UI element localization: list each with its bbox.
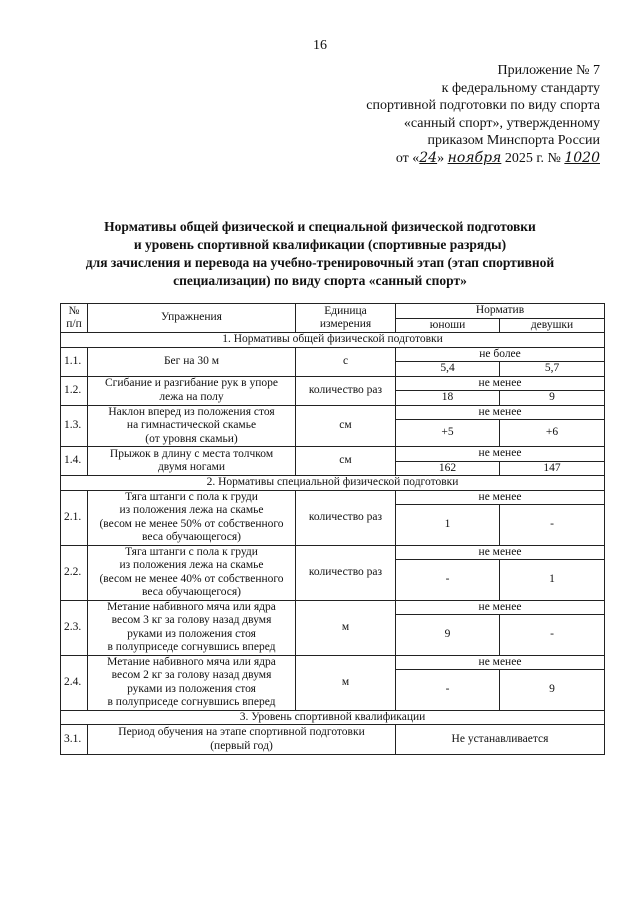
exercise-line: Тяга штанги с пола к груди [125,545,258,558]
exercise-line: руками из положения стоя [127,627,256,640]
value-boys: - [396,670,500,711]
exercise-line: весом 2 кг за голову назад двумя [111,669,272,681]
row-unit: количество раз [296,376,396,405]
exercise-line: руками из положения стоя [127,682,256,695]
appendix-date-line [300,150,600,168]
appendix-line: Приложение № 7 [497,63,600,78]
row-exercise: Бег на 30 м [88,347,296,376]
table-header-row [61,304,605,319]
header-num: № п/п [61,304,88,333]
section-row [61,710,605,725]
value-girls: 1 [500,560,605,601]
appendix-line: приказом Минспорта России [427,133,600,148]
row-unit: количество раз [296,490,396,545]
exercise-line: веса обучающегося) [141,586,242,598]
page-number: 16 [313,38,327,53]
exercise-line: Прыжок в длину с места толчком [109,447,274,460]
value-girls: 9 [500,391,605,406]
row-value: Не устанавливается [396,725,605,755]
norms-table [60,303,605,755]
row-unit: количество раз [296,545,396,600]
value-girls: 147 [500,461,605,476]
row-num: 2.3. [61,600,88,655]
row-unit: см [296,447,396,476]
table-row [61,600,605,615]
value-girls: - [500,505,605,546]
exercise-line: из положения лежа на скамье [119,559,264,571]
section-title: 3. Уровень спортивной квалификации [61,710,605,725]
table-row [61,545,605,560]
row-condition: не менее [396,405,605,420]
row-unit: м [296,655,396,710]
title-line: и уровень спортивной квалификации (спортивные разряды) [133,237,507,252]
appendix-line: «санный спорт», утвержденному [403,115,600,131]
exercise-line: Сгибание и разгибание рук в упоре [105,377,278,389]
value-boys: 1 [396,505,500,546]
header-exercise: Упражнения [88,304,296,333]
row-num: 1.4. [61,447,88,476]
value-boys: +5 [396,420,500,447]
exercise-line: лежа на полу [159,390,224,403]
row-num: 1.3. [61,405,88,447]
row-unit: с [296,347,396,376]
header-girls: девушки [500,318,605,333]
exercise-line: Тяга штанги с пола к груди [125,490,258,503]
row-unit: м [296,600,396,655]
row-exercise [88,545,296,600]
date-sep: » [437,150,445,166]
header-norm: Норматив [396,304,605,319]
value-boys: 5,4 [396,362,500,377]
table-row [61,725,605,755]
exercise-line: Период обучения на этапе спортивной подготовки [118,726,365,738]
exercise-line: (весом не менее 50% от собственного [99,517,284,530]
appendix-line: спортивной подготовки по виду спорта [366,98,600,113]
row-num: 2.2. [61,545,88,600]
row-condition: не менее [396,376,605,391]
exercise-line: на гимнастической скамье [126,419,257,431]
document-title [40,218,600,290]
exercise-line: (весом не менее 40% от собственного [99,572,284,585]
row-exercise [88,376,296,405]
table-row [61,490,605,505]
row-unit: см [296,405,396,447]
value-boys: 18 [396,391,500,406]
row-condition: не менее [396,545,605,560]
order-number: 1020 [564,149,600,166]
table-row [61,405,605,420]
appendix-block [300,62,600,167]
section-title: 1. Нормативы общей физической подготовки [61,333,605,348]
table-row [61,655,605,670]
row-exercise [88,447,296,476]
row-condition: не менее [396,655,605,670]
row-exercise [88,725,396,755]
exercise-line: из положения лежа на скамье [119,504,264,516]
exercise-line: весом 3 кг за голову назад двумя [111,614,272,626]
table-row [61,347,605,362]
exercise-line: веса обучающегося) [141,531,242,543]
exercise-line: Наклон вперед из положения стоя [108,405,275,418]
date-prefix: от « [395,150,420,166]
value-girls: 5,7 [500,362,605,377]
value-girls: +6 [500,420,605,447]
row-condition: не более [396,347,605,362]
row-exercise [88,405,296,447]
section-row [61,476,605,491]
exercise-line: (первый год) [210,739,273,752]
exercise-line: в полуприседе согнувшись вперед [107,641,276,653]
title-line: специализации) по виду спорта «санный спорт» [173,273,467,288]
header-unit: Единица измерения [296,304,396,333]
row-condition: не менее [396,447,605,462]
row-condition: не менее [396,600,605,615]
row-exercise [88,655,296,710]
exercise-line: Метание набивного мяча или ядра [107,600,276,613]
value-girls: - [500,615,605,656]
row-exercise [88,600,296,655]
row-num: 2.1. [61,490,88,545]
table-row [61,447,605,462]
row-num: 1.1. [61,347,88,376]
exercise-line: двумя ногами [157,461,226,473]
row-num: 3.1. [61,725,88,755]
row-exercise [88,490,296,545]
value-boys: 162 [396,461,500,476]
row-num: 2.4. [61,655,88,710]
exercise-line: Метание набивного мяча или ядра [107,655,276,668]
row-condition: не менее [396,490,605,505]
header-boys: юноши [396,318,500,333]
value-boys: 9 [396,615,500,656]
date-day: 24 [419,149,438,166]
exercise-line: в полуприседе согнувшись вперед [107,696,276,708]
date-year: 2025 г. № [504,150,561,166]
row-num: 1.2. [61,376,88,405]
exercise-line: (от уровня скамьи) [145,432,238,445]
table-row [61,376,605,391]
section-title: 2. Нормативы специальной физической подготовки [61,476,605,491]
value-girls: 9 [500,670,605,711]
appendix-line: к федеральному стандарту [441,80,600,96]
value-boys: - [396,560,500,601]
date-month: ноября [447,149,502,166]
section-row [61,333,605,348]
title-line: для зачисления и перевода на учебно-тренировочный этап (этап спортивной [85,255,555,270]
title-line: Нормативы общей физической и специальной физической подготовки [104,219,536,234]
